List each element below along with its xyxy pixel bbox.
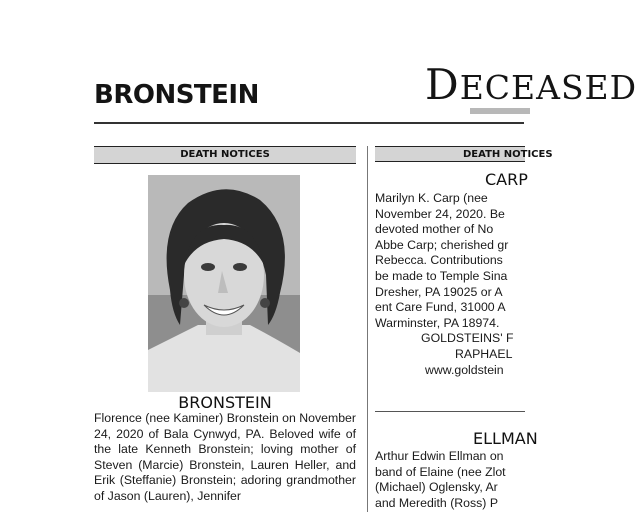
right-notice-line: Marilyn K. Carp (nee [375, 191, 488, 205]
portrait-photo [148, 175, 300, 392]
right-column-heading: DEATH NOTICES [375, 146, 525, 162]
right-notice-name: ELLMAN [473, 429, 538, 448]
column-divider [367, 146, 368, 512]
funeral-home-line: GOLDSTEINS' F [421, 331, 514, 346]
funeral-home-line: RAPHAEL [455, 346, 513, 361]
right-notice-line: (Michael) Oglensky, Ar [375, 480, 498, 495]
notice-body: Florence (nee Kaminer) Bronstein on November 24, 2020 of Bala Cynwyd, PA. Beloved wife of the late Kenneth Bronstein; loving mother of Steven (Marcie) Bronstein, Lauren Heller, and Erik (Steffanie) Bronstein; adoring grandmother of Jason (Lauren), Jennifer [94, 411, 356, 503]
section-title-underline [470, 108, 530, 114]
right-notice-line: Warminster, PA 18974. [375, 315, 500, 330]
right-notice-line: Abbe Carp; cherished gr [375, 237, 509, 252]
portrait-illustration [148, 175, 300, 392]
right-notice-line: Dresher, PA 19025 or A [375, 284, 503, 299]
notice-name: BRONSTEIN [178, 393, 272, 412]
right-notice-line: ent Care Fund, 31000 A [375, 300, 506, 315]
right-notice-line: Rebecca. Contributions [375, 253, 503, 268]
right-notice-line: November 24, 2020. Be [375, 206, 505, 221]
right-notice-name: CARP [485, 170, 528, 189]
right-notice-line: be made to Temple Sina [375, 268, 508, 283]
right-notice-line: devoted mother of No [375, 222, 494, 237]
header-rule [94, 122, 524, 124]
section-title: DECEASED [425, 60, 637, 109]
right-notice-line: band of Elaine (nee Zlot [375, 464, 506, 479]
left-column-heading: DEATH NOTICES [94, 146, 356, 164]
funeral-home-link[interactable]: www.goldstein [425, 362, 504, 377]
page-family-name: BRONSTEIN [94, 80, 259, 110]
right-notice-body [375, 449, 525, 511]
right-notice-line: Arthur Edwin Ellman on [375, 449, 504, 463]
notice-separator [375, 411, 525, 412]
right-notice-line: and Meredith (Ross) P [375, 495, 499, 510]
right-notice-body [375, 191, 525, 378]
